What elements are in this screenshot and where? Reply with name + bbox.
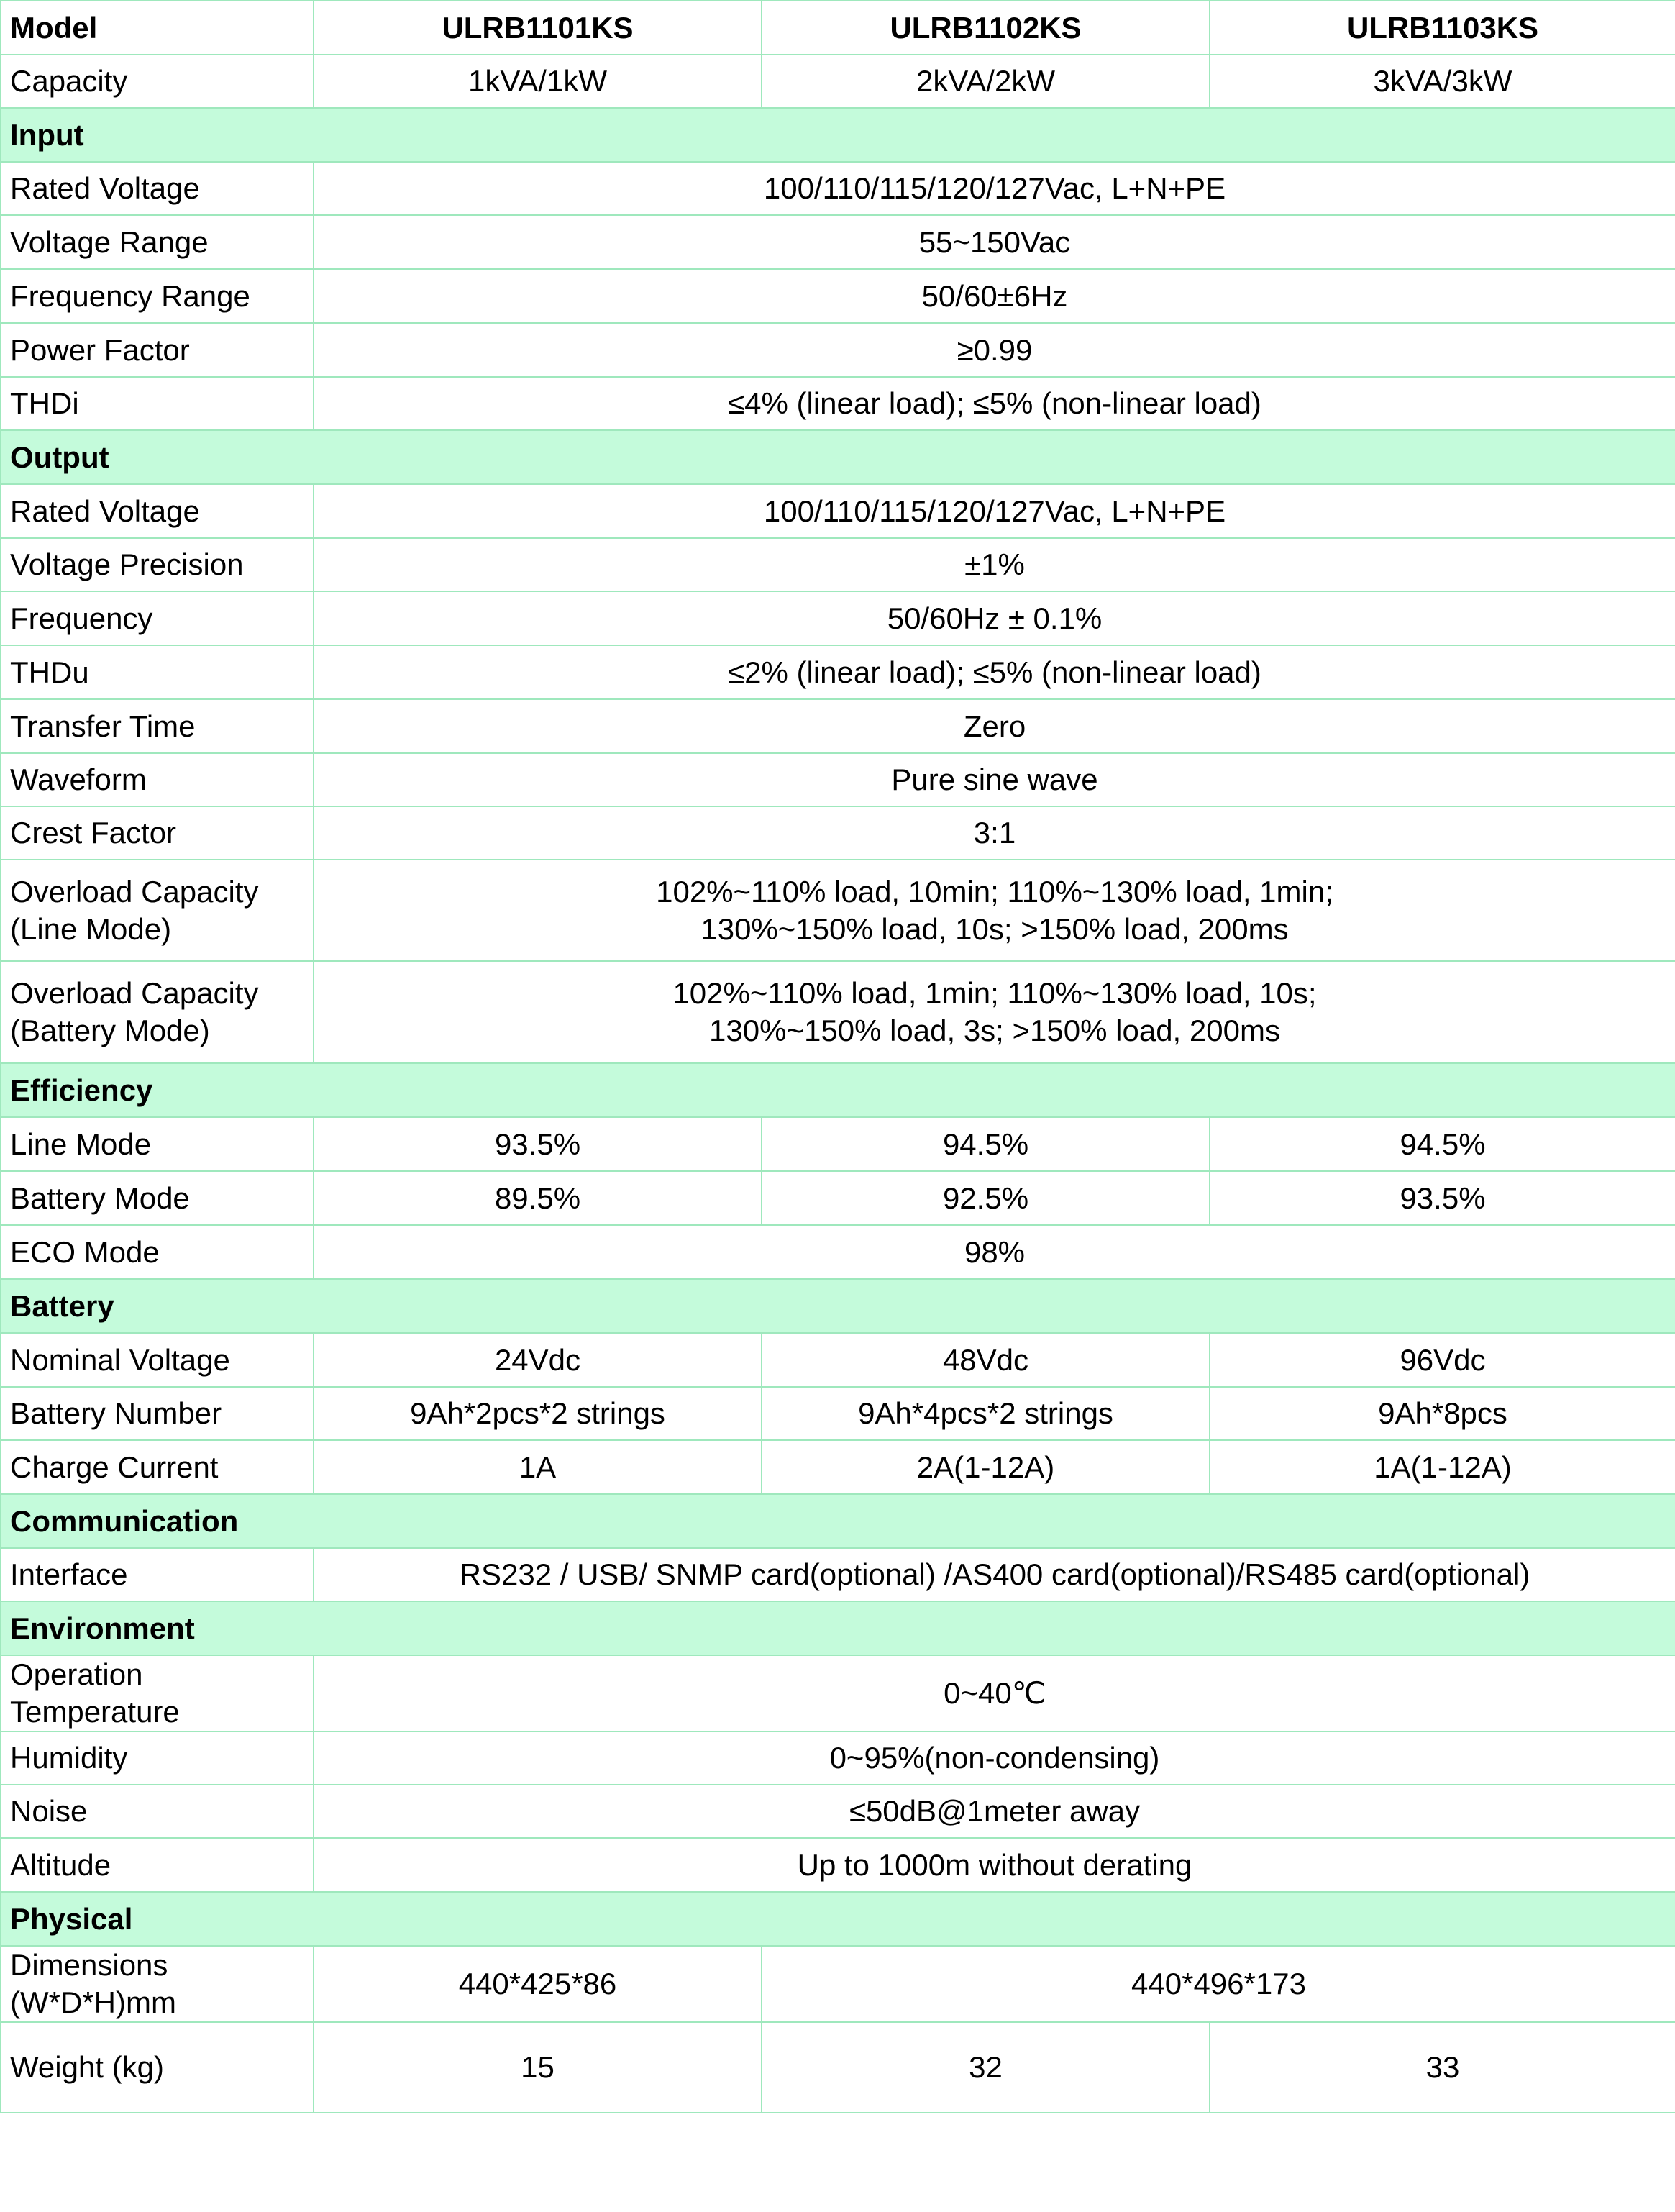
spec-label: ECO Mode bbox=[1, 1225, 314, 1279]
spec-label: Waveform bbox=[1, 753, 314, 806]
spec-value: 96Vdc bbox=[1210, 1333, 1675, 1387]
model-name: ULRB1101KS bbox=[314, 1, 762, 55]
section-title: Communication bbox=[1, 1494, 1675, 1548]
spec-value: 102%~110% load, 1min; 110%~130% load, 10s; 130%~150% load, 3s; >150% load, 200ms bbox=[314, 961, 1675, 1063]
spec-label: THDi bbox=[1, 377, 314, 430]
spec-row-thdu bbox=[1, 645, 1675, 699]
spec-row-overload-capacity-battery-mode bbox=[1, 961, 1675, 1063]
spec-table-body bbox=[1, 1, 1675, 2113]
spec-row-battery-mode bbox=[1, 1171, 1675, 1225]
spec-value: 9Ah*2pcs*2 strings bbox=[314, 1387, 762, 1440]
section-title: Efficiency bbox=[1, 1063, 1675, 1117]
spec-label: Frequency bbox=[1, 591, 314, 645]
spec-row-humidity bbox=[1, 1731, 1675, 1785]
spec-row-altitude bbox=[1, 1838, 1675, 1892]
spec-row-battery-number bbox=[1, 1387, 1675, 1440]
header-row bbox=[1, 1, 1675, 55]
spec-row-interface bbox=[1, 1548, 1675, 1601]
section-title: Environment bbox=[1, 1601, 1675, 1655]
spec-row-eco-mode bbox=[1, 1225, 1675, 1279]
spec-value: ≤4% (linear load); ≤5% (non-linear load) bbox=[314, 377, 1675, 430]
spec-label: Altitude bbox=[1, 1838, 314, 1892]
spec-value: ≥0.99 bbox=[314, 323, 1675, 377]
spec-value: ≤2% (linear load); ≤5% (non-linear load) bbox=[314, 645, 1675, 699]
spec-value: ≤50dB@1meter away bbox=[314, 1785, 1675, 1838]
spec-value: 94.5% bbox=[762, 1117, 1210, 1171]
spec-value: ±1% bbox=[314, 538, 1675, 591]
spec-row-power-factor bbox=[1, 323, 1675, 377]
spec-label: Overload Capacity (Battery Mode) bbox=[1, 961, 314, 1063]
spec-row-line-mode bbox=[1, 1117, 1675, 1171]
spec-label: THDu bbox=[1, 645, 314, 699]
spec-label: Overload Capacity (Line Mode) bbox=[1, 860, 314, 961]
spec-row-thdi bbox=[1, 377, 1675, 430]
spec-row-voltage-range bbox=[1, 215, 1675, 269]
spec-value: 2A(1-12A) bbox=[762, 1440, 1210, 1494]
spec-value: 0~95%(non-condensing) bbox=[314, 1731, 1675, 1785]
spec-value: 50/60±6Hz bbox=[314, 269, 1675, 323]
spec-row-rated-voltage bbox=[1, 162, 1675, 215]
spec-row-operation-temperature bbox=[1, 1655, 1675, 1731]
spec-value: 89.5% bbox=[314, 1171, 762, 1225]
spec-row-capacity bbox=[1, 55, 1675, 108]
spec-value: Up to 1000m without derating bbox=[314, 1838, 1675, 1892]
spec-value: 3:1 bbox=[314, 806, 1675, 860]
spec-row-transfer-time bbox=[1, 699, 1675, 753]
spec-value: 102%~110% load, 10min; 110%~130% load, 1min; 130%~150% load, 10s; >150% load, 200ms bbox=[314, 860, 1675, 961]
spec-value: 440*425*86 bbox=[314, 1946, 762, 2022]
header-label: Model bbox=[1, 1, 314, 55]
spec-label: Rated Voltage bbox=[1, 162, 314, 215]
section-title: Input bbox=[1, 108, 1675, 162]
spec-value: 32 bbox=[762, 2022, 1210, 2113]
spec-row-frequency-range bbox=[1, 269, 1675, 323]
section-row-environment bbox=[1, 1601, 1675, 1655]
spec-label: Frequency Range bbox=[1, 269, 314, 323]
section-row-battery bbox=[1, 1279, 1675, 1333]
model-name: ULRB1102KS bbox=[762, 1, 1210, 55]
spec-value: 9Ah*4pcs*2 strings bbox=[762, 1387, 1210, 1440]
section-row-physical bbox=[1, 1892, 1675, 1946]
spec-value: Pure sine wave bbox=[314, 753, 1675, 806]
spec-value: 15 bbox=[314, 2022, 762, 2113]
spec-label: Capacity bbox=[1, 55, 314, 108]
spec-row-crest-factor bbox=[1, 806, 1675, 860]
spec-value: 50/60Hz ± 0.1% bbox=[314, 591, 1675, 645]
spec-value: 24Vdc bbox=[314, 1333, 762, 1387]
spec-label: Crest Factor bbox=[1, 806, 314, 860]
section-row-input bbox=[1, 108, 1675, 162]
spec-value: 440*496*173 bbox=[762, 1946, 1675, 2022]
spec-row-waveform bbox=[1, 753, 1675, 806]
spec-label: Operation Temperature bbox=[1, 1655, 314, 1731]
spec-label: Transfer Time bbox=[1, 699, 314, 753]
spec-row-dimensions-w-d-h-mm bbox=[1, 1946, 1675, 2022]
spec-label: Weight (kg) bbox=[1, 2022, 314, 2113]
spec-label: Interface bbox=[1, 1548, 314, 1601]
spec-row-voltage-precision bbox=[1, 538, 1675, 591]
section-title: Physical bbox=[1, 1892, 1675, 1946]
spec-label: Power Factor bbox=[1, 323, 314, 377]
spec-value: 3kVA/3kW bbox=[1210, 55, 1675, 108]
spec-label: Rated Voltage bbox=[1, 484, 314, 538]
spec-row-noise bbox=[1, 1785, 1675, 1838]
spec-label: Voltage Range bbox=[1, 215, 314, 269]
spec-value: 93.5% bbox=[1210, 1171, 1675, 1225]
spec-label: Charge Current bbox=[1, 1440, 314, 1494]
spec-value: 93.5% bbox=[314, 1117, 762, 1171]
spec-value: 100/110/115/120/127Vac, L+N+PE bbox=[314, 162, 1675, 215]
spec-row-nominal-voltage bbox=[1, 1333, 1675, 1387]
spec-label: Humidity bbox=[1, 1731, 314, 1785]
section-row-communication bbox=[1, 1494, 1675, 1548]
spec-value: 100/110/115/120/127Vac, L+N+PE bbox=[314, 484, 1675, 538]
spec-value: 1A(1-12A) bbox=[1210, 1440, 1675, 1494]
spec-value: 0~40℃ bbox=[314, 1655, 1675, 1731]
model-name: ULRB1103KS bbox=[1210, 1, 1675, 55]
section-title: Battery bbox=[1, 1279, 1675, 1333]
spec-label: Battery Number bbox=[1, 1387, 314, 1440]
spec-row-frequency bbox=[1, 591, 1675, 645]
spec-row-charge-current bbox=[1, 1440, 1675, 1494]
spec-value: 1kVA/1kW bbox=[314, 55, 762, 108]
spec-value: 94.5% bbox=[1210, 1117, 1675, 1171]
spec-value: RS232 / USB/ SNMP card(optional) /AS400 card(optional)/RS485 card(optional) bbox=[314, 1548, 1675, 1601]
spec-row-rated-voltage bbox=[1, 484, 1675, 538]
spec-value: 9Ah*8pcs bbox=[1210, 1387, 1675, 1440]
spec-label: Nominal Voltage bbox=[1, 1333, 314, 1387]
spec-row-weight-kg bbox=[1, 2022, 1675, 2113]
section-row-efficiency bbox=[1, 1063, 1675, 1117]
spec-label: Dimensions (W*D*H)mm bbox=[1, 1946, 314, 2022]
spec-value: 55~150Vac bbox=[314, 215, 1675, 269]
spec-value: 1A bbox=[314, 1440, 762, 1494]
spec-label: Battery Mode bbox=[1, 1171, 314, 1225]
spec-value: 98% bbox=[314, 1225, 1675, 1279]
spec-label: Line Mode bbox=[1, 1117, 314, 1171]
spec-value: 2kVA/2kW bbox=[762, 55, 1210, 108]
spec-row-overload-capacity-line-mode bbox=[1, 860, 1675, 961]
section-title: Output bbox=[1, 430, 1675, 484]
spec-value: 92.5% bbox=[762, 1171, 1210, 1225]
spec-value: 33 bbox=[1210, 2022, 1675, 2113]
spec-label: Noise bbox=[1, 1785, 314, 1838]
spec-value: 48Vdc bbox=[762, 1333, 1210, 1387]
spec-label: Voltage Precision bbox=[1, 538, 314, 591]
spec-value: Zero bbox=[314, 699, 1675, 753]
section-row-output bbox=[1, 430, 1675, 484]
